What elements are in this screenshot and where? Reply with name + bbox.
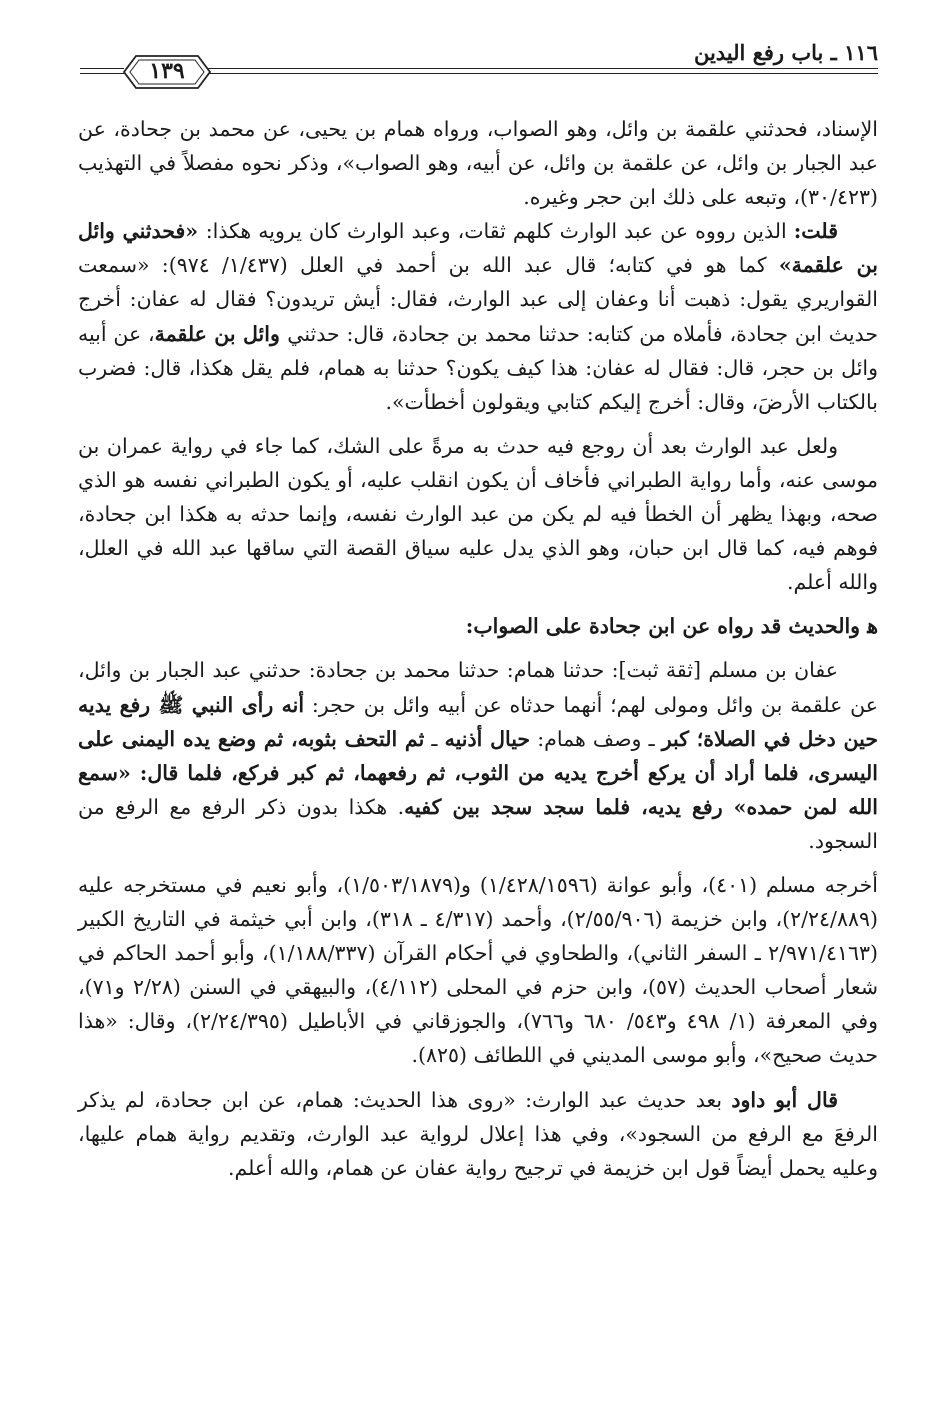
section-heading-text: والحديث قد رواه عن ابن جحادة على الصواب: bbox=[465, 614, 868, 639]
paragraph-7-text: بعد حديث عبد الوارث: «روى هذا الحديث: همام، عن ابن جحادة، لم يذكر الرفعَ مع الرفع من السجود»، وفي هذا إعلال لرواية عبد الوارث، وتقديم رواية همام عليها، وعليه يحمل أيضاً قول ابن خزيمة في ترجيح رواية عفان عن همام، والله أعلم. bbox=[78, 1087, 878, 1180]
chapter-title: ١١٦ ـ باب رفع اليدين bbox=[693, 40, 878, 65]
paragraph-3-text: ولعل عبد الوارث بعد أن روجع فيه حدث به مرةً على الشك، كما جاء في رواية عمران بن موسى عنه، وأما رواية الطبراني فأخاف أن يكون انقلب عليه، أو يكون الطبراني نفسه هو الذي صحه، وبهذا يظهر أن الخطأ فيه لم يكن من عبد الوارث نفسه، وإنما حدثه به هكذا ابن جحادة، فوهم فيه، كما قال ابن حبان، وهو الذي يدل عليه سياق القصة التي ساقها عبد الله في العلل، والله أعلم. bbox=[78, 433, 878, 595]
paragraph-7 bbox=[78, 1083, 878, 1185]
bullet-icon: ﻫ bbox=[867, 614, 878, 639]
paragraph-1 bbox=[78, 112, 878, 214]
paragraph-5-text-a: عفان بن مسلم [ثقة ثبت]: حدثنا همام: حدثنا محمد بن جحادة: حدثني عبد الجبار بن وائل، عن علقمة بن وائل ومولى لهم؛ أنهما حدثاه عن أبيه وائل بن حجر: bbox=[78, 658, 879, 717]
paragraph-1-text: الإسناد، فحدثني علقمة بن وائل، وهو الصواب، ورواه همام بن يحيى، عن محمد بن جحادة، عن عبد الجبار بن وائل، عن علقمة بن وائل، عن أبيه، وهو الصواب»، وذكر نحوه مفصلاً في التهذيب (٣٠/٤٢٣)، وتبعه على ذلك ابن حجر وغيره. bbox=[78, 117, 878, 210]
page-header bbox=[72, 36, 878, 112]
qultu-label: قلت: bbox=[793, 219, 839, 244]
paragraph-6 bbox=[78, 868, 878, 1073]
section-heading bbox=[78, 609, 878, 643]
abu-dawud-label: قال أبو داود bbox=[731, 1087, 838, 1112]
header-rule-top bbox=[174, 68, 878, 69]
paragraph-6-text: أخرجه مسلم (٤٠١)، وأبو عوانة (١/٤٢٨/١٥٩٦) و(١/٥٠٣/١٨٧٩)، وأبو نعيم في مستخرجه عليه (٢/٢٤/٨٨٩)، وابن خزيمة (٢/٥٥/٩٠٦)، وأحمد (٤/٣١٧ ـ ٣١٨)، وابن أبي خيثمة في التاريخ الكبير (٢/٩٧١/٤١٦٣ ـ السفر الثاني)، والطحاوي في أحكام القرآن (١/١٨٨/٣٣٧)، وأبو أحمد الحاكم في شعار أصحاب الحديث (٥٧)، وابن حزم في المحلى (٤/١١٢)، والبيهقي في السنن (٢/٢٨ و٧١)، وفي المعرفة (١/ ٤٩٨ و٥٤٣/ ٦٨٠ و٧٦٦)، والجوزقاني في الأباطيل (٢/٢٤/٣٩٥)، وقال: «هذا حديث صحيح»، وأبو موسى المديني في اللطائف (٨٢٥). bbox=[78, 872, 879, 1068]
paragraph-2-text-c: ، عن أبيه وائل بن حجر، قال: فقال له عفان: هذا كيف يكون؟ حدثنا به همام، فلم يقل هكذا، قال: فضرب بالكتاب الأرضَ، وقال: أخرج إليكم كتابي ويقولون أخطأت». bbox=[78, 321, 878, 414]
page-number: ١٣٩ bbox=[149, 58, 185, 84]
paragraph-5-bold-b: حيال أذنيه bbox=[444, 726, 531, 751]
paragraph-2-text-a: الذين رووه عن عبد الوارث كلهم ثقات، وعبد الوارث كان يرويه هكذا: bbox=[205, 219, 794, 244]
paragraph-5-text-b: ـ وصف همام: bbox=[530, 726, 662, 751]
page-number-frame bbox=[122, 54, 212, 90]
paragraph-2-bold-a: «فحدثني وائل بن علقمة» bbox=[78, 219, 878, 278]
paragraph-5-text-c: ـ bbox=[424, 726, 445, 751]
paragraph-2-text-b: كما هو في كتابه؛ قال عبد الله بن أحمد في العلل (١/٤٣٧/ ٩٧٤): «سمعت القواريري يقول: ذهبت أنا وعفان إلى عبد الوارث، فقال: أيش تريدون؟ فقال له عفان: أخرج حديث ابن جحادة، فأملاه من كتابه: حدثنا محمد بن جحادة، قال: حدثني bbox=[78, 253, 878, 346]
paragraph-3 bbox=[78, 429, 878, 599]
paragraph-2-bold-b: وائل بن علقمة bbox=[154, 321, 288, 346]
page-body bbox=[78, 112, 878, 1185]
header-dash-top bbox=[80, 68, 124, 69]
paragraph-5-text-d: . هكذا بدون ذكر الرفع مع الرفع من السجود. bbox=[78, 794, 878, 853]
paragraph-5-bold-c: ثم التحف بثوبه، ثم وضع يده اليمنى على اليسرى، فلما أراد أن يركع أخرج يديه من الثوب، ثم رفعهما، ثم كبر فركع، فلما قال: «سمع الله لمن حمده» رفع يديه، فلما سجد سجد بين كفيه bbox=[78, 726, 878, 819]
header-rule-bottom bbox=[174, 73, 878, 74]
paragraph-2 bbox=[78, 214, 878, 419]
paragraph-5-bold-a: أنه رأى النبي ﷺ رفع يديه حين دخل في الصلاة؛ كبر bbox=[78, 692, 878, 751]
paragraph-5 bbox=[78, 653, 878, 858]
header-dash-bottom bbox=[80, 73, 124, 74]
